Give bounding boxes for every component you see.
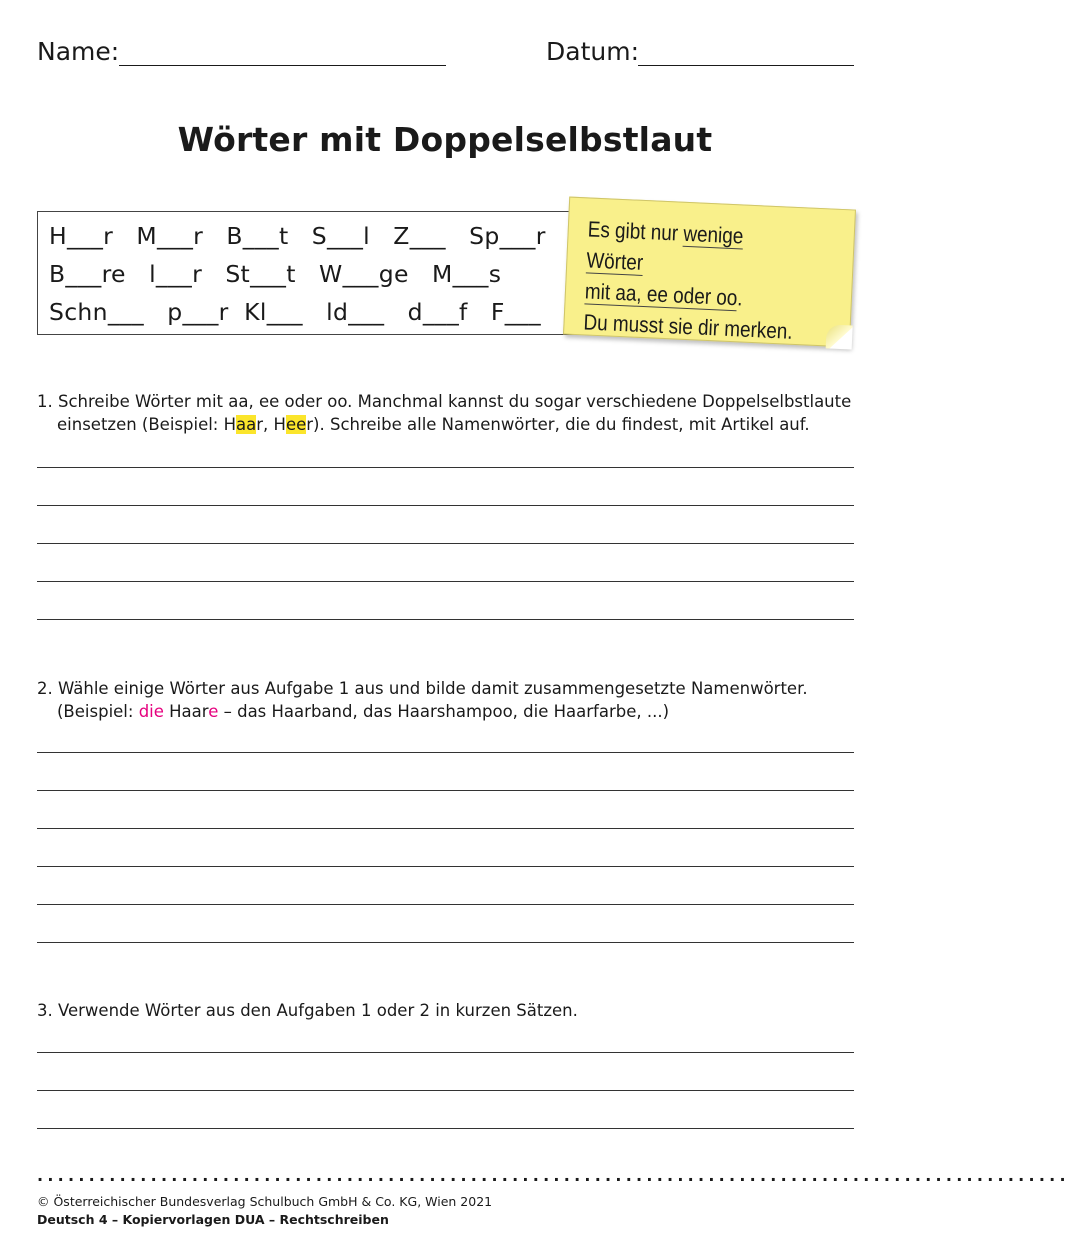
note-line-2a: mit aa, ee oder oo xyxy=(584,278,738,311)
plural-ending-e: e xyxy=(208,702,219,721)
word-row-1: H___r M___r B___t S___l Z___ Sp___r xyxy=(49,222,546,250)
writing-line[interactable] xyxy=(37,619,854,620)
highlight-ee: ee xyxy=(285,415,307,434)
writing-line[interactable] xyxy=(37,505,854,506)
sticky-note xyxy=(563,197,856,348)
writing-line[interactable] xyxy=(37,581,854,582)
name-field[interactable] xyxy=(119,65,446,66)
writing-line[interactable] xyxy=(37,752,854,753)
word-row-3: Schn___ p___r Kl___ ld___ d___f F___ xyxy=(49,298,541,326)
writing-line[interactable] xyxy=(37,1052,854,1053)
writing-line[interactable] xyxy=(37,1090,854,1091)
writing-line[interactable] xyxy=(37,1128,854,1129)
date-field[interactable] xyxy=(638,65,854,66)
highlight-aa: aa xyxy=(236,415,257,434)
task-1 xyxy=(37,390,867,436)
task-2-line-1: 2. Wähle einige Wörter aus Aufgabe 1 aus und bilde damit zusammengesetzte Namenwörter. xyxy=(37,679,808,698)
word-row-2: B___re l___r St___t W___ge M___s xyxy=(49,260,502,288)
writing-line[interactable] xyxy=(37,904,854,905)
name-label: Name: xyxy=(37,37,120,66)
task-2-line-2: (Beispiel: die Haare – das Haarband, das Haarshampoo, die Haarfarbe, ...) xyxy=(57,702,670,721)
footer-series: Deutsch 4 – Kopiervorlagen DUA – Rechtschreiben xyxy=(37,1212,389,1227)
footer-copyright: © Österreichischer Bundesverlag Schulbuch GmbH & Co. KG, Wien 2021 xyxy=(37,1194,493,1209)
writing-line[interactable] xyxy=(37,942,854,943)
note-line-3: Du musst sie dir merken. xyxy=(583,309,794,344)
task-2 xyxy=(37,677,867,723)
note-line-2b: . xyxy=(736,285,744,311)
note-line-1a: Es gibt nur xyxy=(587,216,684,246)
writing-line[interactable] xyxy=(37,790,854,791)
writing-line[interactable] xyxy=(37,543,854,544)
article-die: die xyxy=(138,702,164,721)
date-label: Datum: xyxy=(546,37,639,66)
writing-line[interactable] xyxy=(37,866,854,867)
page-title: Wörter mit Doppelselbstlaut xyxy=(177,120,713,159)
task-1-line-1: 1. Schreibe Wörter mit aa, ee oder oo. Manchmal kannst du sogar verschiedene Doppelselbstlaute xyxy=(37,392,852,411)
page-curl-icon xyxy=(826,324,853,349)
note-line-1b: wenige Wörter xyxy=(585,220,744,275)
dotted-separator: .................................................................................................... xyxy=(37,1166,1070,1185)
task-3 xyxy=(37,999,867,1022)
task-1-line-2: einsetzen (Beispiel: Haar, Heer). Schreibe alle Namenwörter, die du findest, mit Artikel auf. xyxy=(57,415,810,434)
task-3-line-1: 3. Verwende Wörter aus den Aufgaben 1 oder 2 in kurzen Sätzen. xyxy=(37,1001,578,1020)
writing-line[interactable] xyxy=(37,467,854,468)
writing-line[interactable] xyxy=(37,828,854,829)
